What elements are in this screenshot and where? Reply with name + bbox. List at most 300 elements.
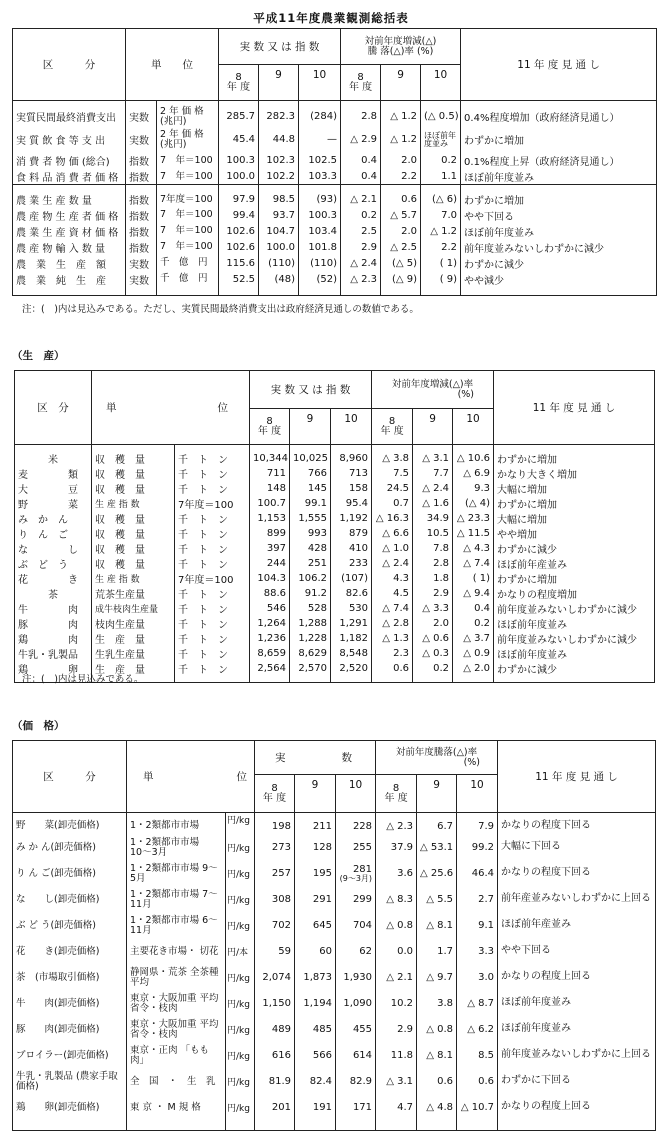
row-label: 消 費 者 物 価 (総合) [13,153,126,169]
value-v9: 91.2 [290,586,331,601]
row-outlook: ほぼ前年度並み [494,616,655,631]
row-unit: 円/kg [226,813,255,835]
row-outlook: 大幅に下回る [498,835,656,861]
row-outlook: ほぼ前年度並み [498,1017,656,1043]
header-unit: 単 位 [92,371,250,445]
value-v10-main: 1,930 [343,972,373,983]
row-label: り ん ご(卸売価格) [13,861,127,887]
value-v8: 2,074 [255,965,295,991]
value-v8: 1,150 [255,991,295,1017]
empty-cell [457,1121,498,1131]
row-outlook: やや下回る [461,207,657,223]
summary-table [12,28,657,296]
value-v8: 702 [255,913,295,939]
header-rate-10: 10 [421,65,461,101]
value-r9: △ 1.2 [381,101,421,127]
value-v9: 645 [295,913,336,939]
row-market: 主要花き市場・ 切花 [127,939,226,965]
value-r9: 2.9 [413,586,453,601]
row-label: 農 産 物 輸 入 数 量 [13,239,126,255]
table1-note: 注：( )内は見込みである。ただし、実質民間最終消費支出は政府経済見通しの数値である。 [22,304,419,315]
row-unit: 千 ト ン [175,616,250,631]
empty-cell [126,287,157,295]
value-r10: ( 9) [421,271,461,287]
row-unit: 千 億 円 [157,255,219,271]
value-v10 [336,1043,376,1069]
value-r9: 2.8 [413,556,453,571]
row-type: 実数 [126,255,157,271]
row-label: 米 [15,445,92,467]
value-r10: 7.0 [421,207,461,223]
value-r10: △ 1.2 [421,223,461,239]
value-r8: 11.8 [376,1043,417,1069]
row-unit: 円/kg [226,991,255,1017]
value-v10-main: 255 [352,842,373,853]
value-r10: 0.2 [453,616,494,631]
row-unit: 千 ト ン [175,481,250,496]
value-r8: 0.6 [372,661,413,676]
value-r9: 1.7 [417,939,457,965]
value-r10: 0.6 [457,1069,498,1095]
value-v10-note: (9〜3月) [339,874,373,883]
row-outlook: 前年度並みないしわずかに減少 [494,631,655,646]
row-outlook: かなり大きく増加 [494,466,655,481]
value-r10: ほぼ前年度並み [421,127,461,153]
value-r9: △ 9.7 [417,965,457,991]
row-market: 東京・正肉 「もも肉」 [127,1043,226,1069]
row-label: 農 業 純 生 産 [13,271,126,287]
header-rate-10: 10 [457,775,498,813]
row-outlook: わずかに増加 [494,445,655,467]
value-v9: 1,228 [290,631,331,646]
value-r10: △ 10.7 [457,1095,498,1121]
empty-cell [461,287,657,295]
header-rate-8: 8 年 度 [341,65,381,101]
row-unit: 円/本 [226,939,255,965]
empty-cell [299,287,341,295]
row-outlook: わずかに増加 [494,571,655,586]
row-unit: 千 ト ン [175,526,250,541]
value-v9: 211 [295,813,336,835]
value-v8: 489 [255,1017,295,1043]
value-r9: 0.2 [413,661,453,676]
value-r10: △ 3.7 [453,631,494,646]
value-r9: 10.5 [413,526,453,541]
value-v9: 428 [290,541,331,556]
table-row [15,616,655,631]
table-row [13,813,656,835]
header-rate-8: 8 年 度 [372,409,413,445]
value-r10: 9.3 [453,481,494,496]
table-row [15,481,655,496]
row-unit: 千 ト ン [175,466,250,481]
table-row [15,496,655,511]
section-price: （価 格） [12,720,65,732]
value-v9: 99.1 [290,496,331,511]
empty-cell [157,287,219,295]
value-r10: 2.2 [421,239,461,255]
value-v8: 59 [255,939,295,965]
value-r9: 3.8 [417,991,457,1017]
row-outlook: わずかに減少 [494,661,655,676]
value-r10: △ 4.3 [453,541,494,556]
value-r9: △ 53.1 [417,835,457,861]
value-v9: 993 [290,526,331,541]
table-row [13,835,656,861]
value-v9: 195 [295,861,336,887]
empty-cell [494,676,655,682]
value-v9: 100.0 [259,239,299,255]
row-outlook: やや下回る [498,939,656,965]
table-row [13,169,657,185]
row-label: 野 菜 [15,496,92,511]
value-r9: 2.2 [381,169,421,185]
header-actual: 実 数 又 は 指 数 [250,371,372,409]
value-r10: △ 23.3 [453,511,494,526]
header-rate-10: 10 [453,409,494,445]
value-v10: 233 [331,556,372,571]
header-rate-9: 9 [413,409,453,445]
table-row [13,991,656,1017]
row-unit: 7 年＝100 [157,207,219,223]
row-outlook: ほぼ前年産並み [498,913,656,939]
empty-cell [498,1121,656,1131]
value-r10: △ 2.0 [453,661,494,676]
empty-cell [417,1121,457,1131]
row-measure: 収 穫 量 [92,556,175,571]
value-v8: 100.3 [219,153,259,169]
row-measure: 生 産 指 数 [92,496,175,511]
table-row [15,586,655,601]
value-r10: △ 10.6 [453,445,494,467]
row-outlook: わずかに増加 [494,496,655,511]
row-label: な し [15,541,92,556]
value-v10-main: 82.9 [349,1076,373,1087]
row-unit: 円/kg [226,861,255,887]
row-type: 指数 [126,169,157,185]
value-v9: 1,873 [295,965,336,991]
value-v8: 1,264 [250,616,290,631]
row-outlook: かなりの程度下回る [498,861,656,887]
header-kubun: 区 分 [13,741,127,813]
empty-cell [381,287,421,295]
table-row [15,631,655,646]
value-v8: 102.6 [219,239,259,255]
value-r8: 0.4 [341,153,381,169]
value-r8: 0.2 [341,207,381,223]
value-r8: △ 2.1 [376,965,417,991]
row-unit: 円/kg [226,887,255,913]
table-row [13,965,656,991]
row-measure: 収 穫 量 [92,511,175,526]
row-outlook: かなりの程度増加 [494,586,655,601]
value-r10: 3.3 [457,939,498,965]
table-row [15,601,655,616]
value-v9: 485 [295,1017,336,1043]
row-unit: 7 年＝100 [157,169,219,185]
row-market: 1・2類都市市場 7〜11月 [127,887,226,913]
value-r9: △ 8.1 [417,1043,457,1069]
price-table [12,740,656,1131]
value-r8: △ 16.3 [372,511,413,526]
row-label: 豚 肉(卸売価格) [13,1017,127,1043]
value-v9: 291 [295,887,336,913]
value-r8: △ 2.1 [341,185,381,208]
value-v10: (284) [299,101,341,127]
table-padding [13,287,657,295]
row-label: 牛 肉(卸売価格) [13,991,127,1017]
value-v10 [336,991,376,1017]
value-v9: 128 [295,835,336,861]
row-measure: 生 産 量 [92,631,175,646]
table-row [15,466,655,481]
empty-cell [376,1121,417,1131]
value-r9: △ 2.5 [381,239,421,255]
value-v8: 201 [255,1095,295,1121]
header-rate-8: 8 年 度 [376,775,417,813]
value-v9: 106.2 [290,571,331,586]
value-v10-main: 1,090 [343,998,373,1009]
value-v9: 191 [295,1095,336,1121]
row-type: 実数 [126,101,157,127]
value-r10: △ 0.9 [453,646,494,661]
value-r10: (△ 0.5) [421,101,461,127]
row-unit: 千 ト ン [175,646,250,661]
value-v10: 82.6 [331,586,372,601]
value-v10: 102.5 [299,153,341,169]
row-measure: 枝肉生産量 [92,616,175,631]
value-v9: (110) [259,255,299,271]
table-row [13,913,656,939]
value-r9: △ 0.8 [417,1017,457,1043]
value-v8: 308 [255,887,295,913]
table-row [15,646,655,661]
value-v8: 616 [255,1043,295,1069]
row-unit: 7 年＝100 [157,223,219,239]
row-measure: 収 穫 量 [92,526,175,541]
row-market: 1・2類都市市場 9〜5月 [127,861,226,887]
row-market: 1・2類都市市場 [127,813,226,835]
value-v9: 766 [290,466,331,481]
value-v8: 257 [255,861,295,887]
value-v9: 1,555 [290,511,331,526]
value-r9: (△ 5) [381,255,421,271]
value-v10: 100.3 [299,207,341,223]
value-v9: (48) [259,271,299,287]
value-v10: 1,291 [331,616,372,631]
value-r8: △ 2.9 [341,127,381,153]
empty-cell [255,1121,295,1131]
row-label: な し(卸売価格) [13,887,127,913]
value-v9: 566 [295,1043,336,1069]
row-label: 花 き(卸売価格) [13,939,127,965]
value-r9: 7.7 [413,466,453,481]
row-market: 全 国 ・ 生 乳 [127,1069,226,1095]
header-actual: 実 数 又 は 指 数 [219,29,341,65]
empty-cell [290,676,331,682]
header-rate: 対前年度増減(△) 騰 落(△)率 (%) [341,29,461,65]
row-label: ブロイラー(卸売価格) [13,1043,127,1069]
header-outlook: 11 年 度 見 通 し [461,29,657,101]
header-year-10: 10 [336,775,376,813]
value-v8: 100.7 [250,496,290,511]
row-unit: 円/kg [226,965,255,991]
row-unit: 千 ト ン [175,631,250,646]
value-r8: 2.9 [376,1017,417,1043]
value-v10-main: 228 [352,821,373,832]
row-label: 実質民間最終消費支出 [13,101,126,127]
value-v8: 899 [250,526,290,541]
header-year-10: 10 [299,65,341,101]
empty-cell [336,1121,376,1131]
value-v9: 282.3 [259,101,299,127]
row-outlook: かなりの程度上回る [498,965,656,991]
row-outlook: わずかに増加 [461,185,657,208]
row-unit: 千 ト ン [175,541,250,556]
value-v8: 81.9 [255,1069,295,1095]
table-row [15,541,655,556]
value-v10 [336,1069,376,1095]
value-r10: 9.1 [457,913,498,939]
value-r10: 8.5 [457,1043,498,1069]
row-outlook: わずかに減少 [461,255,657,271]
empty-cell [127,1121,226,1131]
value-r9: △ 3.1 [413,445,453,467]
row-label: 農 産 物 生 産 者 価 格 [13,207,126,223]
table-row [13,1095,656,1121]
row-label: 農 業 生 産 額 [13,255,126,271]
value-v8: 711 [250,466,290,481]
row-unit: 千 ト ン [175,601,250,616]
row-type: 実数 [126,127,157,153]
table-row [13,153,657,169]
value-r10: △ 6.9 [453,466,494,481]
empty-cell [226,1121,255,1131]
table-row [15,526,655,541]
value-r9: △ 1.2 [381,127,421,153]
row-unit: 7 年＝100 [157,239,219,255]
row-unit: 千 ト ン [175,556,250,571]
table-row [13,887,656,913]
row-label: 実 質 飲 食 等 支 出 [13,127,126,153]
row-unit: 円/kg [226,835,255,861]
row-label: 大 豆 [15,481,92,496]
value-v8: 100.0 [219,169,259,185]
value-v10: (52) [299,271,341,287]
value-r8: 2.8 [341,101,381,127]
row-unit: 7年度＝100 [175,571,250,586]
empty-cell [13,287,126,295]
value-r9: △ 0.6 [413,631,453,646]
header-year-8: 8 年 度 [250,409,290,445]
value-v9: 82.4 [295,1069,336,1095]
value-v9: 102.3 [259,153,299,169]
value-v9: 251 [290,556,331,571]
value-v9: 104.7 [259,223,299,239]
value-v8: 115.6 [219,255,259,271]
header-unit: 単 位 [127,741,255,813]
value-r8: 2.9 [341,239,381,255]
value-r10: △ 11.5 [453,526,494,541]
value-v10: — [299,127,341,153]
header-rate: 対前年度増減(△)率 (%) [372,371,494,409]
value-r8: △ 2.8 [372,616,413,631]
header-year-9: 9 [290,409,331,445]
header-year-9: 9 [259,65,299,101]
value-v8: 45.4 [219,127,259,153]
value-v9: 10,025 [290,445,331,467]
value-r10: 1.1 [421,169,461,185]
value-v10: 8,548 [331,646,372,661]
row-measure: 成牛枝肉生産量 [92,601,175,616]
value-r9: △ 4.8 [417,1095,457,1121]
table-row [13,939,656,965]
row-label: 鶏 肉 [15,631,92,646]
value-r9: 0.6 [381,185,421,208]
row-measure: 収 穫 量 [92,445,175,467]
value-v8: 102.6 [219,223,259,239]
header-year-8: 8 年 度 [255,775,295,813]
value-r8: △ 1.3 [372,631,413,646]
empty-cell [295,1121,336,1131]
value-v8: 104.3 [250,571,290,586]
row-measure: 収 穫 量 [92,541,175,556]
empty-cell [341,287,381,295]
value-r10: △ 8.7 [457,991,498,1017]
value-r10: 3.0 [457,965,498,991]
header-kubun: 区 分 [13,29,126,101]
value-r9: 1.8 [413,571,453,586]
value-v10-main: 281 [352,864,373,875]
row-unit: 2 年 価 格 (兆円) [157,127,219,153]
value-v10: 103.4 [299,223,341,239]
row-type: 指数 [126,207,157,223]
row-label: ぶ ど う(卸売価格) [13,913,127,939]
value-v9: 1,194 [295,991,336,1017]
value-v9: 102.2 [259,169,299,185]
row-outlook: かなりの程度上回る [498,1095,656,1121]
value-r10: ( 1) [453,571,494,586]
row-unit: 千 ト ン [175,661,250,676]
row-unit: 千 億 円 [157,271,219,287]
value-v9: 60 [295,939,336,965]
value-v8: 1,153 [250,511,290,526]
row-label: 豚 肉 [15,616,92,631]
value-v10: 8,960 [331,445,372,467]
value-v8: 273 [255,835,295,861]
value-v9: 528 [290,601,331,616]
value-r9: 6.7 [417,813,457,835]
row-measure: 生乳生産量 [92,646,175,661]
row-label: 野 菜(卸売価格) [13,813,127,835]
value-r10: △ 6.2 [457,1017,498,1043]
value-r9: △ 2.4 [413,481,453,496]
row-outlook: 0.1%程度上昇（政府経済見通し） [461,153,657,169]
value-v10 [336,813,376,835]
value-r8: 37.9 [376,835,417,861]
document-title: 平成11年度農業観測総括表 [253,11,409,25]
value-v8: 2,564 [250,661,290,676]
row-label: り ん ご [15,526,92,541]
row-outlook: 前年度並みないしわずかに上回る [498,1043,656,1069]
value-v10 [336,939,376,965]
value-v10: 2,520 [331,661,372,676]
table-row [15,571,655,586]
value-r9: 2.0 [381,223,421,239]
value-v8: 148 [250,481,290,496]
value-v10: (110) [299,255,341,271]
table-row [13,1069,656,1095]
